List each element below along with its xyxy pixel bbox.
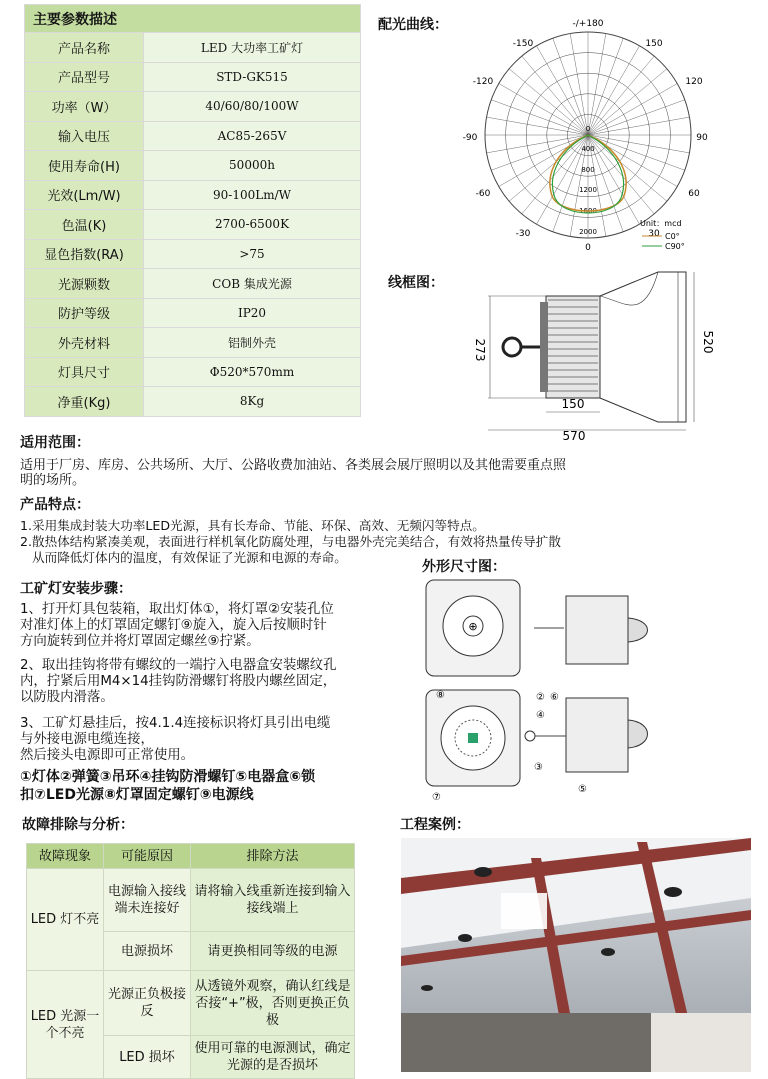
features-line: 1.采用集成封装大功率LED光源，具有长寿命、节能、环保、高效、无频闪等特点。 — [20, 518, 485, 533]
callout: ④ — [536, 710, 545, 721]
spec-key: 光效(Lm/W) — [25, 180, 144, 210]
top-view-plus-icon: ⊕ — [468, 620, 478, 633]
wireframe-drawing — [464, 262, 720, 442]
polar-title: 配光曲线： — [378, 17, 448, 33]
dim-520: 520 — [701, 330, 715, 354]
fault-cause: 电源损坏 — [104, 932, 191, 971]
scope-text: 明的场所。 — [20, 473, 86, 488]
fault-header: 可能原因 — [104, 844, 191, 869]
spec-table — [24, 4, 361, 417]
fault-cause: 光源正负极接反 — [104, 971, 191, 1036]
dim-570: 570 — [562, 429, 586, 442]
polar-spoke — [588, 135, 667, 201]
spec-value: 90-100Lm/W — [144, 180, 361, 210]
angle-label: 30 — [648, 229, 660, 239]
fault-method: 请更换相同等级的电源 — [191, 932, 355, 971]
polar-spoke — [522, 56, 591, 135]
angle-label: -30 — [515, 229, 531, 239]
spec-key: 产品型号 — [25, 62, 144, 92]
angle-label: 150 — [645, 39, 663, 49]
callout: ⑤ — [578, 784, 587, 795]
lamp — [664, 887, 682, 897]
polar-spoke — [588, 135, 654, 214]
legend-c90: C90° — [665, 242, 685, 251]
fault-header: 故障现象 — [27, 844, 104, 869]
shelving — [651, 1013, 751, 1072]
scope-text: 适用于厂房、库房、公共场所、大厅、公路收费加油站、各类展会展厅照明以及其他需要重点照 — [20, 458, 567, 473]
spec-key: 防护等级 — [25, 298, 144, 328]
install-step-2: 2、取出挂钩将带有螺纹的一端拧入电器盒安装螺纹孔 内，拧紧后用M4×14挂钩防滑螺钉将股内螺丝固定， 以防股内滑落。 — [20, 658, 337, 705]
polar-spoke — [509, 135, 588, 201]
lamp — [458, 934, 472, 942]
polar-spoke — [522, 135, 588, 214]
fault-cause: LED 损坏 — [104, 1036, 191, 1079]
spec-value: 50000h — [144, 151, 361, 181]
unit-label: Unit：mcd — [640, 219, 682, 228]
spec-key: 外壳材料 — [25, 328, 144, 358]
side-view-lens — [628, 618, 648, 642]
angle-label: 90 — [696, 133, 708, 143]
spec-value: 2700-6500K — [144, 210, 361, 240]
spec-header: 主要参数描述 — [25, 5, 361, 33]
polar-diagram — [452, 14, 718, 254]
features-line: 2.散热体结构紧凑美观，表面进行样机氧化防腐处理，与电器外壳完美结合，有效将热量传导扩散 — [20, 534, 561, 549]
spec-key: 功率（W） — [25, 92, 144, 122]
angle-label: -90 — [462, 133, 478, 143]
radial-label: 400 — [581, 145, 595, 153]
spec-value: 铝制外壳 — [144, 328, 361, 358]
led-chip — [468, 733, 478, 743]
fault-method: 请将输入线重新连接到输入接线端上 — [191, 869, 355, 932]
spec-value: STD-GK515 — [144, 62, 361, 92]
side-view-heatsink — [566, 596, 628, 664]
spec-key: 净重(Kg) — [25, 387, 144, 417]
spec-value: Φ520*570mm — [144, 357, 361, 387]
radial-label: 0 — [585, 125, 591, 133]
angle-label: -150 — [512, 39, 534, 49]
outline-drawing — [418, 578, 668, 803]
spec-key: 色温(K) — [25, 210, 144, 240]
spec-value: LED 大功率工矿灯 — [144, 33, 361, 63]
heatsink — [546, 296, 600, 398]
spec-key: 输入电压 — [25, 121, 144, 151]
skylight — [501, 893, 547, 929]
spec-value: 8Kg — [144, 387, 361, 417]
spec-value: IP20 — [144, 298, 361, 328]
fault-title: 故障排除与分析： — [22, 817, 134, 833]
case-photo — [401, 838, 751, 1072]
spec-value: 40/60/80/100W — [144, 92, 361, 122]
fault-table — [26, 843, 355, 1079]
driver-box — [540, 302, 548, 392]
angle-label: -120 — [472, 77, 494, 87]
reflector-curve — [600, 272, 658, 305]
outline-title: 外形尺寸图： — [422, 559, 506, 575]
dim-150: 150 — [561, 397, 585, 411]
wireframe-title: 线框图： — [388, 275, 444, 291]
angle-label: 60 — [688, 189, 700, 199]
angle-label: 0 — [585, 243, 591, 253]
fault-symptom: LED 灯不亮 — [27, 869, 104, 971]
fault-method: 使用可靠的电源测试，确定光源的是否损坏 — [191, 1036, 355, 1079]
radial-label: 1200 — [579, 186, 597, 194]
install-title: 工矿灯安装步骤： — [20, 581, 132, 597]
fault-header: 排除方法 — [191, 844, 355, 869]
scope-title: 适用范围： — [20, 435, 90, 451]
callout: ③ — [534, 762, 543, 773]
spec-key: 使用寿命(H) — [25, 151, 144, 181]
install-step-1: 1、打开灯具包装箱，取出灯体①，将灯罩②安装孔位 对准灯体上的灯罩固定螺钉⑨旋入，旋入后按顺时针 方向旋转到位并将灯罩固定螺丝⑨拧紧。 — [20, 602, 334, 649]
polar-spoke — [585, 56, 654, 135]
spec-key: 灯具尺寸 — [25, 357, 144, 387]
lamp — [421, 985, 433, 991]
spec-value: >75 — [144, 239, 361, 269]
radial-label: 2000 — [579, 228, 597, 236]
fault-symptom: LED 光源一个不亮 — [27, 971, 104, 1079]
side-view-heatsink-2 — [566, 698, 628, 772]
dim-273: 273 — [473, 338, 487, 362]
features-title: 产品特点： — [20, 497, 90, 513]
angle-label: 120 — [685, 77, 703, 87]
angle-label: -/+180 — [572, 19, 604, 29]
spec-key: 光源颗数 — [25, 269, 144, 299]
lamp — [474, 867, 492, 877]
reflector-outline — [600, 272, 686, 422]
polar-spoke — [585, 69, 667, 135]
angle-label: -60 — [475, 189, 491, 199]
spec-key: 产品名称 — [25, 33, 144, 63]
polar-spoke — [509, 69, 591, 135]
radial-label: 800 — [581, 166, 595, 174]
callout: ⑦ — [432, 792, 441, 803]
fault-cause: 电源输入接线端未连接好 — [104, 869, 191, 932]
spec-value: AC85-265V — [144, 121, 361, 151]
spec-key: 显色指数(RA) — [25, 239, 144, 269]
hanging-ring — [525, 731, 535, 741]
case-title: 工程案例： — [400, 817, 470, 833]
callout: ⑧ — [436, 690, 445, 701]
parts-legend: ①灯体②弹簧③吊环④挂钩防滑螺钉⑤电器盒⑥锁 扣⑦LED光源⑧灯罩固定螺钉⑨电源线 — [20, 769, 316, 803]
radial-label: 1600 — [579, 207, 597, 215]
side-view-lens-2 — [628, 720, 648, 748]
callout: ⑥ — [550, 692, 559, 703]
legend-c0: C0° — [665, 232, 680, 241]
features-line: 从而降低灯体内的温度，有效保证了光源和电源的寿命。 — [32, 550, 347, 565]
callout: ② — [536, 692, 545, 703]
spec-value: COB 集成光源 — [144, 269, 361, 299]
install-step-3: 3、工矿灯悬挂后，按4.1.4连接标识将灯具引出电缆 与外接电源电缆连接， 然后接头电源即可正常使用。 — [20, 716, 331, 763]
hanging-ring — [503, 338, 521, 356]
fault-method: 从透镜外观察，确认红线是否接“+”极，否则更换正负极 — [191, 971, 355, 1036]
lamp — [601, 948, 615, 956]
